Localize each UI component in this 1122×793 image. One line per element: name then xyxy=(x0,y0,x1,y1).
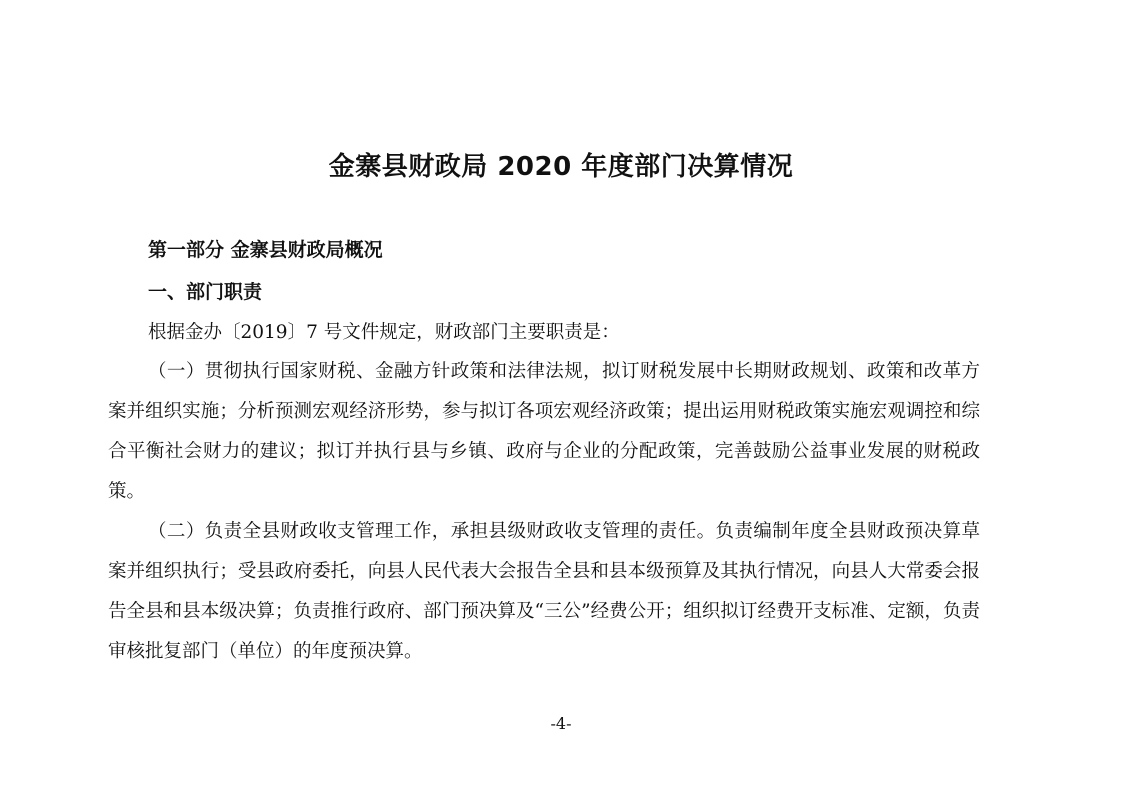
document-title: 金寨县财政局 2020 年度部门决算情况 xyxy=(328,152,794,182)
paragraph-duty-1: （一）贯彻执行国家财税、金融方针政策和法律法规，拟订财税发展中长期财政规划、政策和改革方案并组织实施；分析预测宏观经济形势，参与拟订各项宏观经济政策；提出运用财税政策实施宏观调控和综合平衡社会财力的建议；拟订并执行县与乡镇、政府与企业的分配政策，完善鼓励公益事业发展的财税政策。 xyxy=(108,361,980,502)
page-number: -4- xyxy=(550,714,572,733)
part-heading: 第一部分 金寨县财政局概况 xyxy=(148,239,383,261)
paragraph-duty-2: （二）负责全县财政收支管理工作，承担县级财政收支管理的责任。负责编制年度全县财政预决算草案并组织执行；受县政府委托，向县人民代表大会报告全县和县本级预算及其执行情况，向县人大常委会报告全县和县本级决算；负责推行政府、部门预决算及“三公”经费公开；组织拟订经费开支标准、定额，负责审核批复部门（单位）的年度预决算。 xyxy=(108,521,980,662)
section-heading: 一、部门职责 xyxy=(148,281,263,303)
paragraph-intro: 根据金办〔2019〕7 号文件规定，财政部门主要职责是： xyxy=(148,322,620,343)
